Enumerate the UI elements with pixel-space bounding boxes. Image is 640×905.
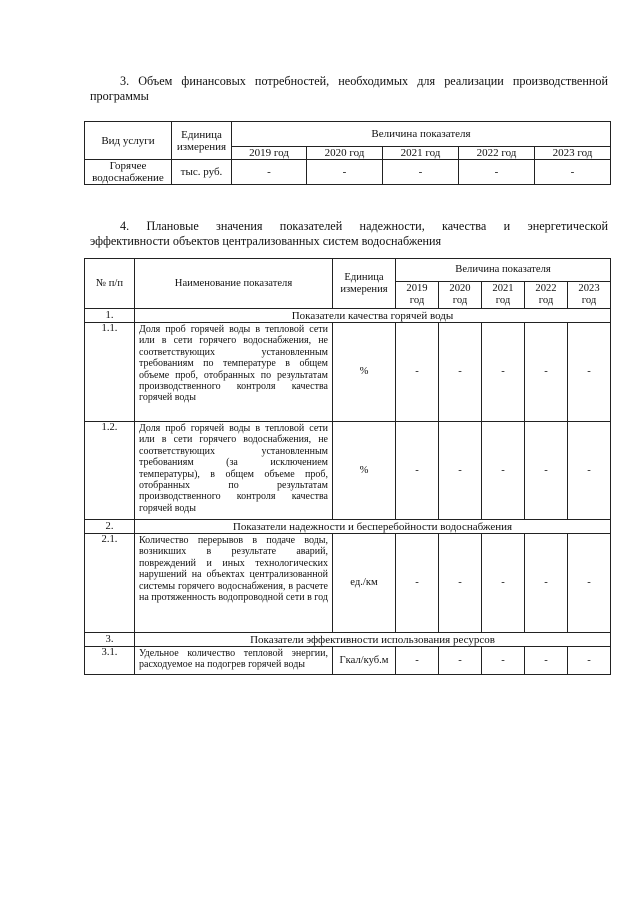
t2-year-2019-suffix: год xyxy=(409,295,425,306)
row-value: - xyxy=(439,534,482,633)
row-unit: ед./км xyxy=(333,534,396,633)
row-value: - xyxy=(396,422,439,520)
t2-year-2023-suffix: год xyxy=(581,295,597,306)
t1-row-value-2019: - xyxy=(232,160,307,185)
t2-year-2020-label: 2020 xyxy=(449,283,471,294)
t1-year-2019: 2019 год xyxy=(232,147,307,160)
row-num: 1.1. xyxy=(85,323,135,422)
group-title: Показатели надежности и бесперебойности водоснабжения xyxy=(135,520,611,534)
row-unit: % xyxy=(333,422,396,520)
t2-header-name: Наименование показателя xyxy=(135,259,333,309)
row-name: Удельное количество тепловой энергии, расходуемое на подогрев горячей воды xyxy=(135,647,333,675)
t1-year-2021: 2021 год xyxy=(383,147,459,160)
row-name: Доля проб горячей воды в тепловой сети или в сети горячего водоснабжения, не соответствующих установленным требованиям (за исключением температуры), в общем объеме проб, отобранных по результатам производственного контроля качества горячей воды xyxy=(135,422,333,520)
row-value: - xyxy=(439,647,482,675)
section4-heading-line2: эффективности объектов централизованных систем водоснабжения xyxy=(90,234,442,248)
t2-header-num: № п/п xyxy=(85,259,135,309)
group-title: Показатели качества горячей воды xyxy=(135,309,611,323)
t2-year-2022-suffix: год xyxy=(538,295,554,306)
section4-heading xyxy=(90,219,608,249)
t2-year-2022-label: 2022 xyxy=(535,283,557,294)
t1-row-value-2021: - xyxy=(383,160,459,185)
group-title: Показатели эффективности использования ресурсов xyxy=(135,633,611,647)
group-num: 1. xyxy=(85,309,135,323)
t1-row-value-2020: - xyxy=(307,160,383,185)
t2-year-2021 xyxy=(482,282,525,309)
section3-heading xyxy=(90,74,608,104)
row-value: - xyxy=(482,647,525,675)
t1-year-2022: 2022 год xyxy=(459,147,535,160)
row-value: - xyxy=(396,647,439,675)
row-value: - xyxy=(482,422,525,520)
row-unit: % xyxy=(333,323,396,422)
t1-year-2023: 2023 год xyxy=(535,147,611,160)
row-name: Доля проб горячей воды в тепловой сети или в сети горячего водоснабжения, не соответствующих установленным требованиям по температуре в общем объеме проб, отобранных по результатам производственного контроля качества горячей воды xyxy=(135,323,333,422)
t2-year-2021-label: 2021 xyxy=(492,283,514,294)
group-num: 3. xyxy=(85,633,135,647)
t2-year-2021-suffix: год xyxy=(495,295,511,306)
row-value: - xyxy=(396,534,439,633)
t2-year-2023 xyxy=(568,282,611,309)
row-name: Количество перерывов в подаче воды, возникших в результате аварий, повреждений и иных технологических нарушений на объектах централизованной системы горячего водоснабжения, в расчете на протяженность водопроводной сети в год xyxy=(135,534,333,633)
t1-row-unit: тыс. руб. xyxy=(172,160,232,185)
row-value: - xyxy=(568,647,611,675)
t1-row-service: Горячее водоснабжение xyxy=(85,160,172,185)
row-value: - xyxy=(568,323,611,422)
row-value: - xyxy=(439,422,482,520)
row-unit: Гкал/куб.м xyxy=(333,647,396,675)
row-value: - xyxy=(396,323,439,422)
group-num: 2. xyxy=(85,520,135,534)
t2-year-2019-label: 2019 xyxy=(406,283,428,294)
row-num: 1.2. xyxy=(85,422,135,520)
t1-row-value-2023: - xyxy=(535,160,611,185)
t2-year-2023-label: 2023 xyxy=(578,283,600,294)
row-value: - xyxy=(525,647,568,675)
t2-year-2019 xyxy=(396,282,439,309)
row-value: - xyxy=(525,422,568,520)
t1-header-value: Величина показателя xyxy=(232,122,611,147)
section4-heading-line1: 4. Плановые значения показателей надежности, качества и энергетической xyxy=(120,219,608,233)
t2-header-unit: Единица измерения xyxy=(333,259,396,309)
section3-heading-line2: программы xyxy=(90,89,149,103)
t1-header-service: Вид услуги xyxy=(85,122,172,160)
row-value: - xyxy=(568,422,611,520)
indicators-table xyxy=(84,258,611,675)
t2-header-value: Величина показателя xyxy=(396,259,611,282)
row-value: - xyxy=(482,323,525,422)
t1-header-unit: Единица измерения xyxy=(172,122,232,160)
section3-heading-line1: 3. Объем финансовых потребностей, необходимых для реализации производственной xyxy=(120,74,608,88)
row-value: - xyxy=(525,323,568,422)
row-value: - xyxy=(568,534,611,633)
row-value: - xyxy=(525,534,568,633)
t2-year-2020 xyxy=(439,282,482,309)
row-num: 2.1. xyxy=(85,534,135,633)
financial-needs-table xyxy=(84,121,611,185)
t2-year-2020-suffix: год xyxy=(452,295,468,306)
row-value: - xyxy=(439,323,482,422)
t1-year-2020: 2020 год xyxy=(307,147,383,160)
t1-row-value-2022: - xyxy=(459,160,535,185)
row-value: - xyxy=(482,534,525,633)
row-num: 3.1. xyxy=(85,647,135,675)
t2-year-2022 xyxy=(525,282,568,309)
